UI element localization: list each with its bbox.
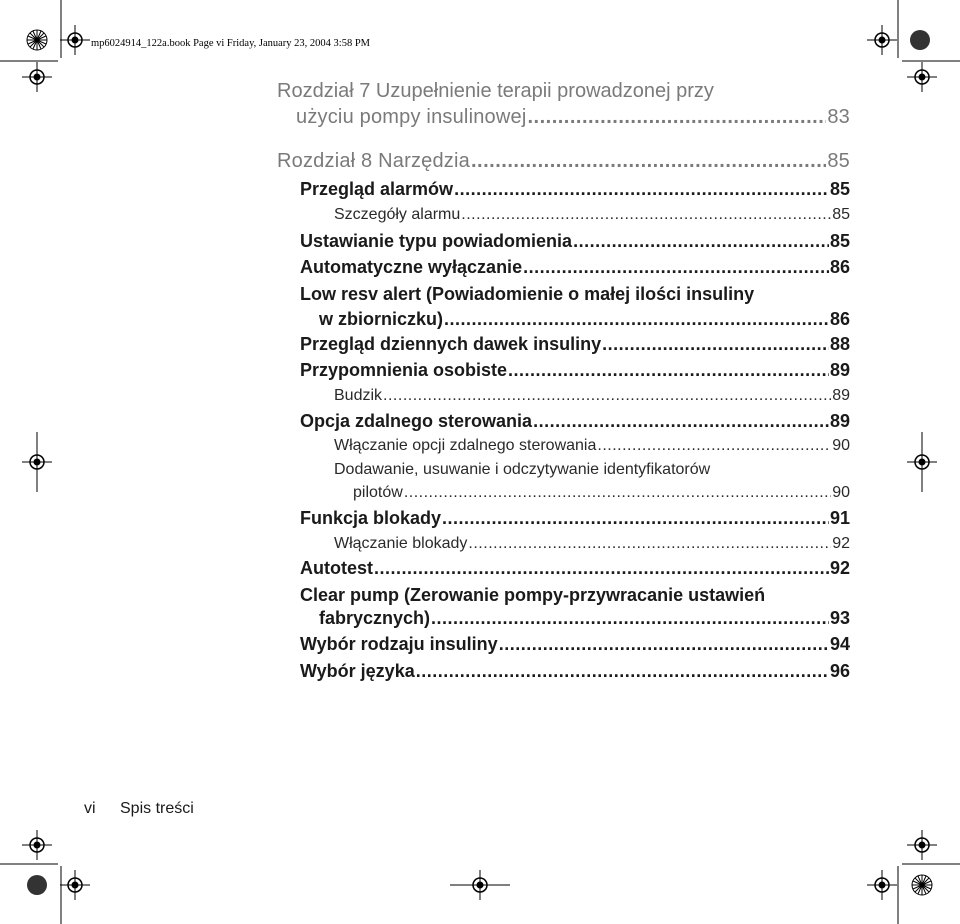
toc-entry-title: w zbiorniczku) bbox=[319, 309, 444, 329]
toc-entry-title: Przegląd dziennych dawek insuliny bbox=[300, 334, 602, 354]
toc-entry-title: pilotów bbox=[353, 484, 403, 501]
leader-dots bbox=[527, 106, 826, 129]
toc-entry-title-line bbox=[300, 284, 850, 305]
toc-entry-title: fabrycznych) bbox=[319, 608, 431, 628]
leader-dots bbox=[461, 206, 831, 224]
toc-entry[interactable] bbox=[300, 360, 850, 381]
toc-entry[interactable] bbox=[334, 387, 850, 405]
leader-dots bbox=[471, 150, 826, 173]
toc-entry[interactable] bbox=[300, 231, 850, 252]
toc-entry-title: Budzik bbox=[334, 387, 383, 404]
leader-dots bbox=[468, 535, 831, 553]
toc-entry-chapter-8[interactable] bbox=[277, 150, 850, 173]
toc-entry-page: 90 bbox=[832, 437, 850, 454]
toc-entry-title: Włączanie opcji zdalnego sterowania bbox=[334, 437, 597, 454]
leader-dots bbox=[383, 387, 831, 405]
toc-entry-title: Dodawanie, usuwanie i odczytywanie identyfikatorów bbox=[334, 461, 711, 478]
toc-entry[interactable] bbox=[300, 661, 850, 682]
toc-entry-title: Low resv alert (Powiadomienie o małej ilości insuliny bbox=[300, 284, 755, 304]
toc-entry-title: Ustawianie typu powiadomienia bbox=[300, 231, 573, 251]
leader-dots bbox=[442, 508, 829, 529]
leader-dots bbox=[374, 558, 829, 579]
leader-dots bbox=[431, 608, 829, 629]
leader-dots bbox=[523, 257, 829, 278]
toc-entry-title: Automatyczne wyłączanie bbox=[300, 257, 523, 277]
toc-entry-page: 89 bbox=[832, 387, 850, 404]
toc-entry[interactable] bbox=[300, 411, 850, 432]
toc-entry-page: 86 bbox=[829, 257, 850, 277]
toc-entry-title: Autotest bbox=[300, 558, 373, 578]
leader-dots bbox=[533, 411, 829, 432]
toc-entry-title: Szczegóły alarmu bbox=[334, 206, 461, 223]
toc-entry-page: 85 bbox=[827, 150, 850, 172]
toc-entry-page: 85 bbox=[832, 206, 850, 223]
page-number: vi bbox=[84, 800, 96, 817]
toc-entry-page: 93 bbox=[829, 608, 850, 628]
toc-entry[interactable] bbox=[334, 206, 850, 224]
toc-entry-page: 96 bbox=[829, 661, 850, 681]
toc-entry-chapter-7[interactable] bbox=[296, 106, 850, 129]
leader-dots bbox=[444, 309, 829, 330]
toc-entry-title-line bbox=[300, 585, 850, 606]
toc-entry-title: Clear pump (Zerowanie pompy-przywracanie ustawień bbox=[300, 585, 766, 605]
toc-entry[interactable] bbox=[334, 535, 850, 553]
toc-entry-page: 89 bbox=[829, 360, 850, 380]
leader-dots bbox=[508, 360, 829, 381]
toc-entry[interactable] bbox=[300, 558, 850, 579]
toc-entry[interactable] bbox=[334, 437, 850, 455]
toc-entry[interactable] bbox=[300, 257, 850, 278]
toc-entry[interactable] bbox=[300, 634, 850, 655]
toc-entry-title: użyciu pompy insulinowej bbox=[296, 106, 527, 128]
toc-entry-page: 92 bbox=[829, 558, 850, 578]
toc-entry[interactable] bbox=[300, 179, 850, 200]
leader-dots bbox=[597, 437, 831, 455]
footer-section-title: Spis treści bbox=[120, 800, 194, 817]
toc-entry-title: Wybór języka bbox=[300, 661, 415, 681]
toc-entry-title: Rozdział 8 Narzędzia bbox=[277, 150, 470, 172]
toc-entry[interactable] bbox=[300, 508, 850, 529]
toc-entry-title: Opcja zdalnego sterowania bbox=[300, 411, 533, 431]
toc-entry[interactable] bbox=[300, 334, 850, 355]
toc-entry-page: 85 bbox=[829, 179, 850, 199]
toc-entry-title: Przegląd alarmów bbox=[300, 179, 454, 199]
toc-entry-page: 92 bbox=[832, 535, 850, 552]
leader-dots bbox=[416, 661, 829, 682]
toc-entry-title-line bbox=[334, 461, 850, 479]
toc-entry-title: Włączanie blokady bbox=[334, 535, 468, 552]
toc-entry-page: 90 bbox=[832, 484, 850, 501]
toc-entry-page: 83 bbox=[827, 106, 850, 128]
chapter-7-title: Rozdział 7 Uzupełnienie terapii prowadzonej przy bbox=[277, 80, 714, 102]
toc-entry-title: Wybór rodzaju insuliny bbox=[300, 634, 498, 654]
toc-entry-page: 89 bbox=[829, 411, 850, 431]
toc-entry-page: 86 bbox=[829, 309, 850, 329]
toc-entry-page: 94 bbox=[829, 634, 850, 654]
toc-entry-title: Przypomnienia osobiste bbox=[300, 360, 508, 380]
toc-entry[interactable] bbox=[319, 309, 850, 330]
leader-dots bbox=[454, 179, 829, 200]
toc-entry[interactable] bbox=[353, 484, 850, 502]
leader-dots bbox=[573, 231, 829, 252]
print-header: mp6024914_122a.book Page vi Friday, January 23, 2004 3:58 PM bbox=[91, 38, 371, 49]
toc-entry-title: Funkcja blokady bbox=[300, 508, 442, 528]
toc-entry-page: 88 bbox=[829, 334, 850, 354]
toc-entry-page: 91 bbox=[829, 508, 850, 528]
leader-dots bbox=[499, 634, 829, 655]
toc-entry-page: 85 bbox=[829, 231, 850, 251]
leader-dots bbox=[602, 334, 829, 355]
leader-dots bbox=[404, 484, 831, 502]
toc-entry[interactable] bbox=[319, 608, 850, 629]
